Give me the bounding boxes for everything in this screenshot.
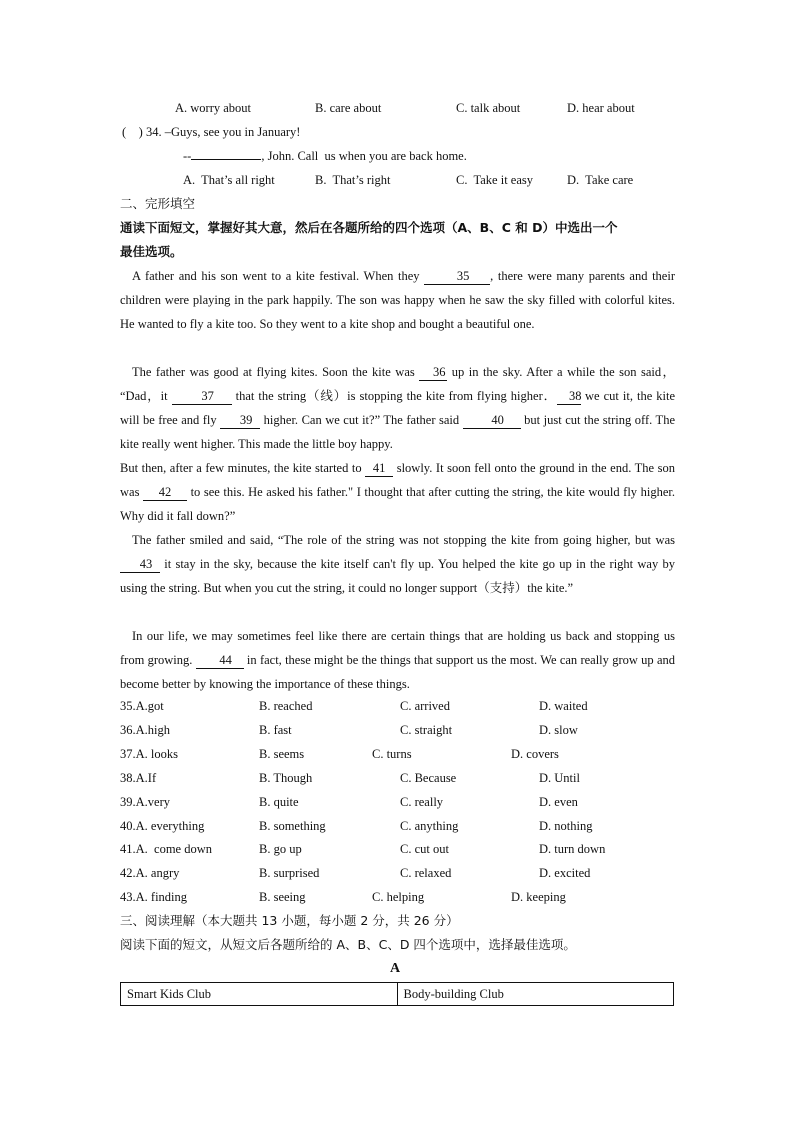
- choice-38-b: B. Though: [259, 771, 313, 785]
- table-cell-smart-kids-club: Smart Kids Club: [121, 983, 398, 1006]
- q34-blank[interactable]: [191, 159, 261, 160]
- choice-40-d: D. nothing: [539, 819, 593, 833]
- passage-paragraph-3: But then, after a few minutes, the kite started to 41 slowly. It soon fell onto the ground in the end. The son was 42 to see this. He asked his father." I thought that after cutting the string, the kite would fly higher. Why did it fall down?”: [120, 461, 675, 523]
- choice-38-d: D. Until: [539, 771, 580, 785]
- section3-instruction: 阅读下面的短文，从短文后各题所给的 A、B、C、D 四个选项中，选择最佳选项。: [120, 937, 576, 952]
- choice-35-b: B. reached: [259, 699, 313, 713]
- choice-43-a: 43.A. finding: [120, 890, 188, 904]
- choice-39-c: C. really: [400, 795, 444, 809]
- choice-36-b: B. fast: [259, 723, 292, 737]
- choice-37-a: 37.A. looks: [120, 747, 178, 761]
- passage-paragraph-2: The father was good at flying kites. Soon the kite was 36 up in the sky. After a while the son said， “Dad，it 37 that the string（线）is stopping the kite from flying higher． 38 we cut it, the kite will be free and fly 39 higher. Can we cut it?” The father said 40 but just cut the string off. The kite really went higher. This made the little boy happy.: [120, 365, 675, 451]
- choice-41-a: 41.A. come down: [120, 842, 212, 856]
- q33-option-a: A. worry about: [175, 101, 252, 115]
- choice-41-b: B. go up: [259, 842, 302, 856]
- q34-option-a: A. That’s all right: [183, 173, 275, 187]
- choice-39-b: B. quite: [259, 795, 299, 809]
- q33-option-c: C. talk about: [456, 101, 521, 115]
- blank-38[interactable]: 38: [557, 389, 581, 405]
- blank-42[interactable]: 42: [143, 485, 187, 501]
- q34-reply-prefix: --: [183, 149, 192, 163]
- choice-39-d: D. even: [539, 795, 578, 809]
- blank-44[interactable]: 44: [196, 653, 244, 669]
- blank-40[interactable]: 40: [463, 413, 521, 429]
- choice-36-c: C. straight: [400, 723, 453, 737]
- blank-39[interactable]: 39: [220, 413, 260, 429]
- blank-43[interactable]: 43: [120, 557, 160, 573]
- q34-option-c: C. Take it easy: [456, 173, 534, 187]
- choice-43-c: C. helping: [372, 890, 425, 904]
- q34-option-d: D. Take care: [567, 173, 634, 187]
- choice-41-d: D. turn down: [539, 842, 606, 856]
- choice-37-b: B. seems: [259, 747, 305, 761]
- choice-43-b: B. seeing: [259, 890, 306, 904]
- passage-paragraph-5: In our life, we may sometimes feel like there are certain things that are holding us back and stopping us from growing. 44 in fact, these might be the things that support us the most. We can really grow up and become better by knowing the importance of these things.: [120, 629, 675, 691]
- q34-reply-suffix: , John. Call us when you are back home.: [261, 149, 467, 163]
- part-a-label: A: [390, 961, 401, 976]
- choice-42-b: B. surprised: [259, 866, 320, 880]
- section2-instruction-2: 最佳选项。: [120, 244, 183, 259]
- section2-instruction-1: 通读下面短文，掌握好其大意，然后在各题所给的四个选项（A、B、C 和 D）中选出一个: [120, 220, 618, 235]
- blank-36[interactable]: 36: [419, 365, 447, 381]
- choice-35-a: 35.A.got: [120, 699, 164, 713]
- table-cell-body-building-club: Body-building Club: [397, 983, 674, 1006]
- section3-heading: 三、阅读理解（本大题共 13 小题，每小题 2 分，共 26 分）: [120, 913, 459, 928]
- choice-37-d: D. covers: [511, 747, 559, 761]
- choice-35-d: D. waited: [539, 699, 588, 713]
- q34-option-b: B. That’s right: [315, 173, 391, 187]
- choice-39-a: 39.A.very: [120, 795, 170, 809]
- choice-35-c: C. arrived: [400, 699, 450, 713]
- q34-reply: [183, 148, 467, 164]
- choice-36-a: 36.A.high: [120, 723, 170, 737]
- choice-42-c: C. relaxed: [400, 866, 452, 880]
- passage-paragraph-1: A father and his son went to a kite festival. When they 35 , there were many parents and their children were playing in the park happily. The son was happy when he saw the sky filled with colorful kites. He wanted to fly a kite too. So they went to a kite shop and bought a beautiful one.: [120, 269, 675, 331]
- choice-38-c: C. Because: [400, 771, 457, 785]
- blank-35[interactable]: 35: [424, 269, 490, 285]
- section2-heading: 二、完形填空: [120, 196, 196, 211]
- choice-38-a: 38.A.If: [120, 771, 157, 785]
- q33-option-b: B. care about: [315, 101, 382, 115]
- choice-43-d: D. keeping: [511, 890, 566, 904]
- choice-40-b: B. something: [259, 819, 326, 833]
- choice-42-a: 42.A. angry: [120, 866, 180, 880]
- choice-37-c: C. turns: [372, 747, 412, 761]
- table-row: [121, 983, 674, 1006]
- choice-41-c: C. cut out: [400, 842, 449, 856]
- choice-40-a: 40.A. everything: [120, 819, 205, 833]
- q34-stem: ( ) 34. –Guys, see you in January!: [122, 125, 301, 139]
- clubs-table: [120, 982, 674, 1006]
- choice-36-d: D. slow: [539, 723, 578, 737]
- choice-42-d: D. excited: [539, 866, 591, 880]
- blank-41[interactable]: 41: [365, 461, 393, 477]
- choice-40-c: C. anything: [400, 819, 459, 833]
- blank-37[interactable]: 37: [172, 389, 232, 405]
- passage-paragraph-4: The father smiled and said, “The role of the string was not stopping the kite from going higher, but was 43 it stay in the sky, because the kite itself can't fly up. You helped the kite go up in the right way by using the string. But when you cut the string, it could no longer support（支持）the kite.”: [120, 533, 675, 595]
- q33-option-d: D. hear about: [567, 101, 635, 115]
